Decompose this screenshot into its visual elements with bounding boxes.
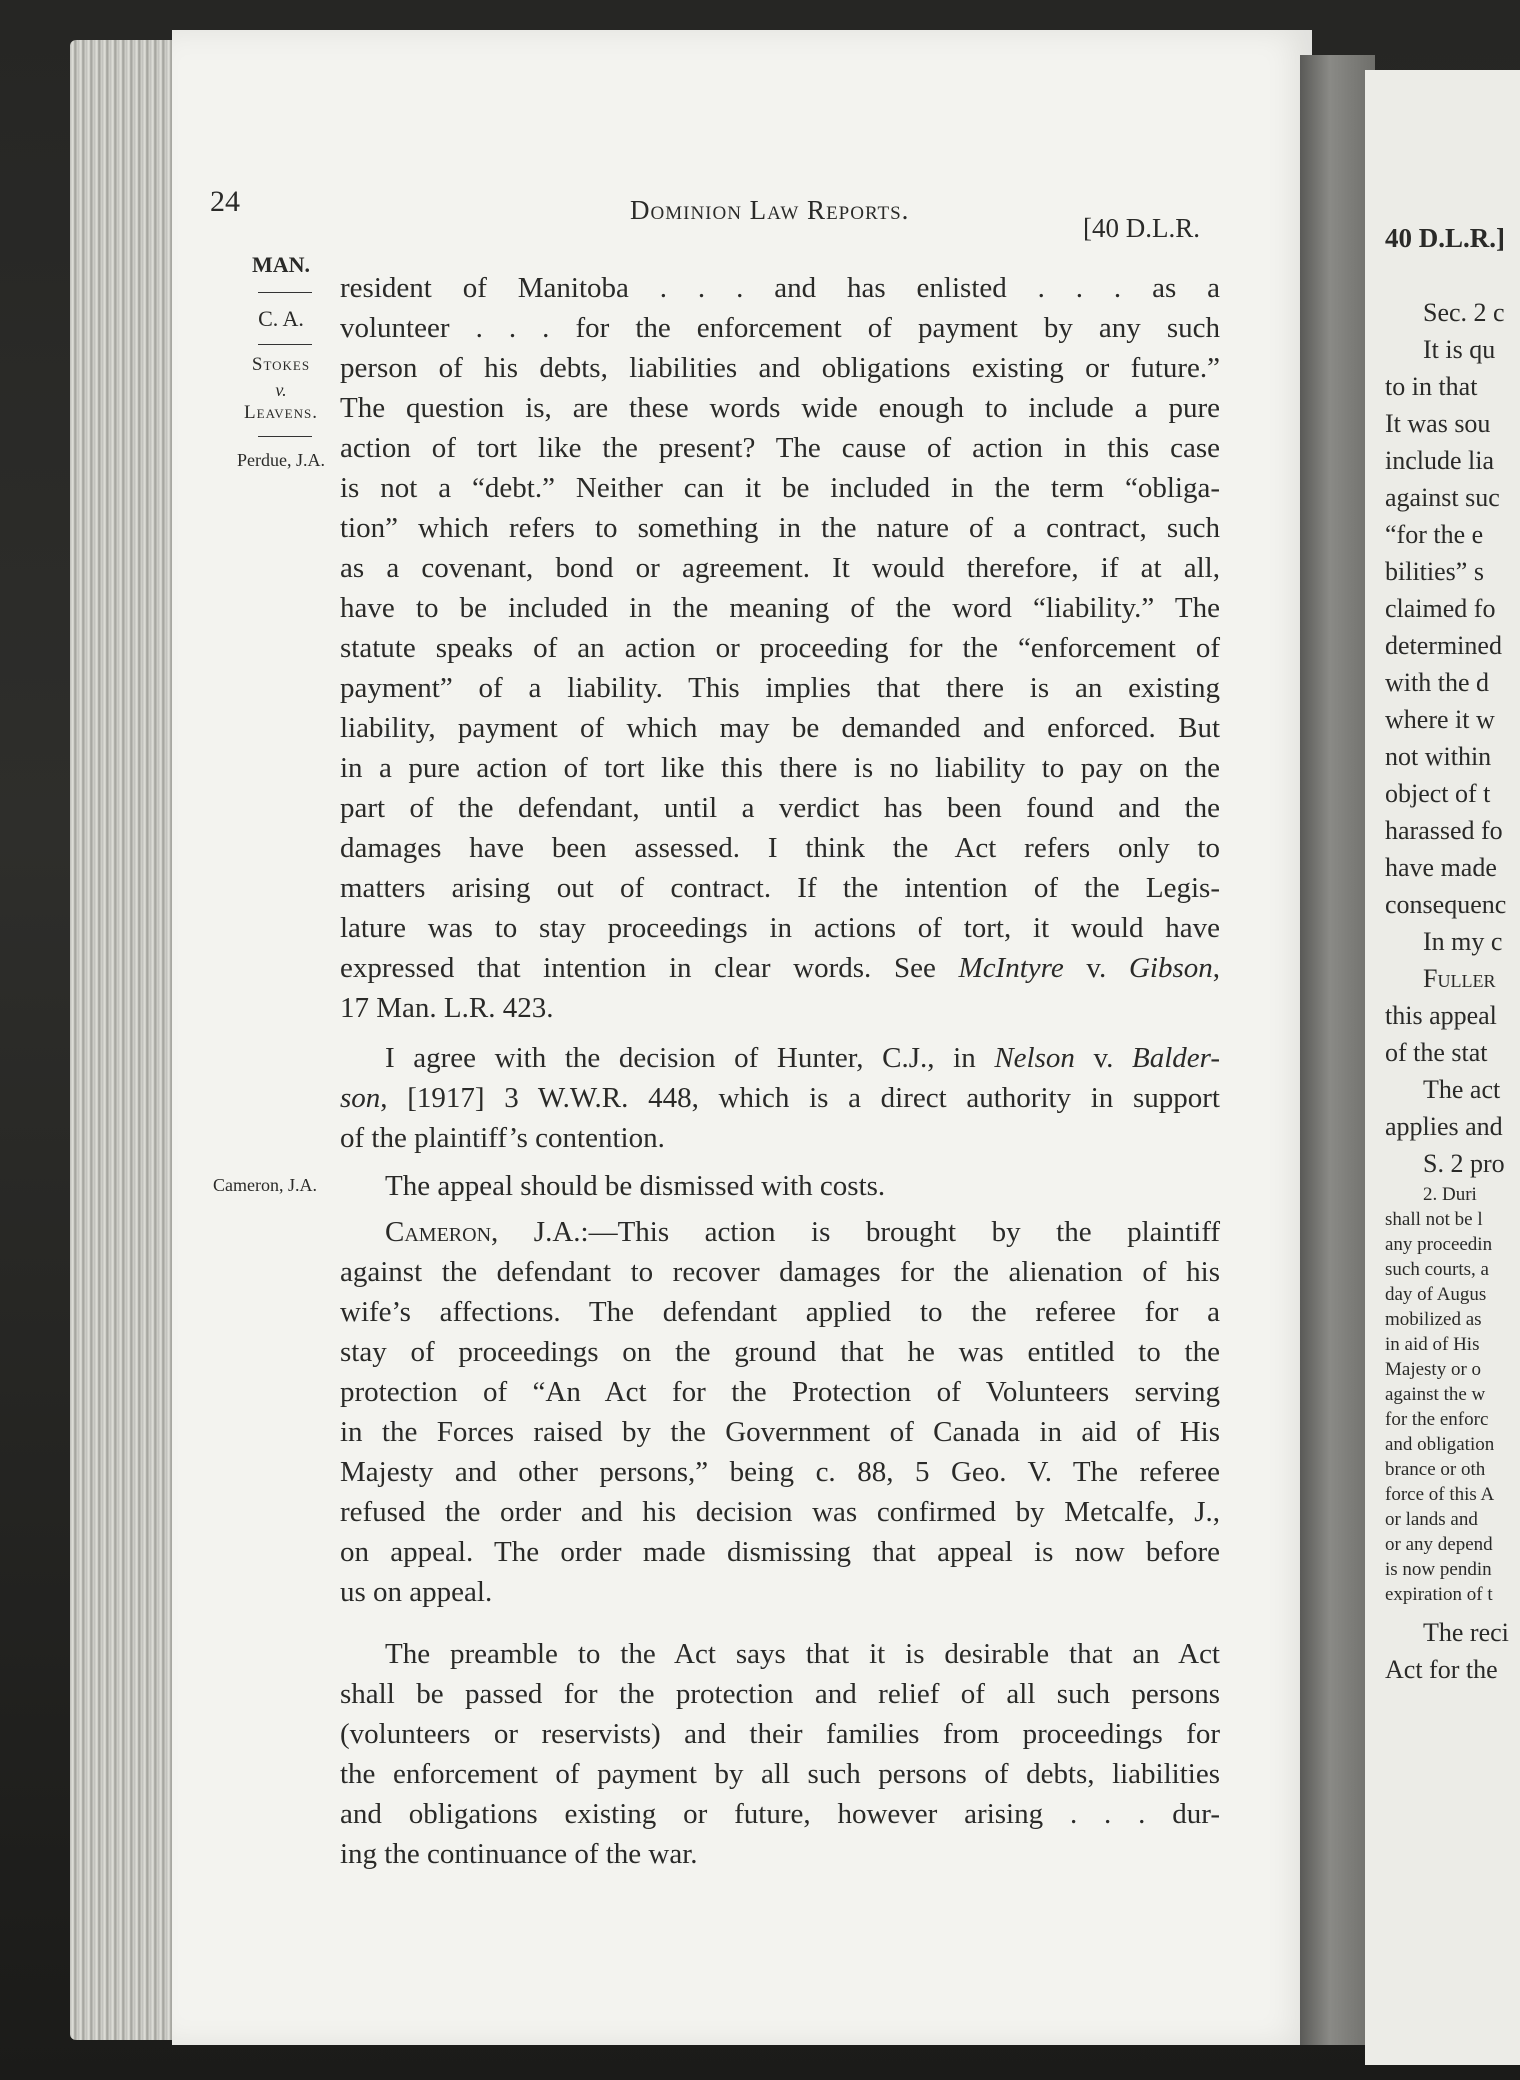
text-line: as a covenant, bond or agreement. It would therefore, if at all, [340,552,1220,584]
text-line: wife’s affections. The defendant applied to the referee for a [340,1296,1220,1328]
citation-party: Balder- [1131,1042,1220,1074]
case-defendant: Leavens. [244,402,318,423]
text-line: day of Augus [1385,1284,1487,1305]
text-line: (volunteers or reservists) and their families from proceedings for [340,1718,1220,1750]
text-line: against the w [1385,1384,1486,1405]
running-title: Dominion Law Reports. [630,195,910,225]
text-line: volunteer . . . for the enforcement of payment by any such [340,312,1220,344]
text-line: this appeal [1385,1001,1497,1030]
judge-margin-note: Perdue, J.A. [237,450,325,470]
citation-party: son [340,1082,381,1114]
text-line: against the defendant to recover damages for the alienation of his [340,1256,1220,1288]
text-line: mobilized as [1385,1309,1482,1330]
text-line: It was sou [1385,409,1491,438]
text-line: or lands and [1385,1509,1478,1530]
right-page-content [1365,70,1520,2065]
text-line: and obligations existing or future, however arising . . . dur- [340,1798,1220,1830]
citation-versus: v. [1074,1042,1132,1074]
text-segment: I agree with the decision of Hunter, C.J., in [385,1042,995,1074]
text-line: “for the e [1385,520,1484,549]
book-gutter [1300,55,1375,2045]
text-line: Fuller [1423,964,1496,993]
text-line: It is qu [1423,335,1496,364]
text-line: refused the order and his decision was confirmed by Metcalfe, J., [340,1496,1220,1528]
judge-name: Cameron [385,1216,492,1248]
text-line: In my c [1423,927,1503,956]
text-line: determined [1385,631,1502,660]
text-line: harassed fo [1385,816,1503,845]
text-segment: , J.A.:—This action is brought by the plaintiff [491,1216,1220,1248]
text-line: in a pure action of tort like this there is no liability to pay on the [340,752,1220,784]
text-line: on appeal. The order made dismissing that appeal is now before [340,1536,1220,1568]
text-line: consequenc [1385,890,1507,919]
judge-margin-note: Cameron, J.A. [213,1175,317,1195]
text-line: S. 2 pro [1423,1149,1505,1178]
text-segment: , [1917] 3 W.W.R. 448, which is a direct authority in support [380,1082,1220,1114]
court-label: MAN. [251,252,311,277]
text-line: lature was to stay proceedings in actions of tort, it would have [340,912,1220,944]
text-line: brance or oth [1385,1459,1486,1480]
text-line: is not a “debt.” Neither can it be included in the term “obliga- [340,472,1220,504]
page-number: 24 [210,185,240,218]
text-line: include lia [1385,446,1495,475]
margin-rule [258,292,312,293]
text-line: ing the continuance of the war. [340,1838,698,1870]
text-line [340,1040,1220,1076]
text-line: 2. Duri [1423,1184,1477,1205]
text-line: stay of proceedings on the ground that he was entitled to the [340,1336,1220,1368]
text-line: against suc [1385,483,1500,512]
text-line: payment” of a liability. This implies that there is an existing [340,672,1220,704]
citation-party: Nelson [994,1042,1075,1074]
text-line: The preamble to the Act says that it is desirable that an Act [385,1638,1220,1670]
text-line: not within [1385,742,1492,771]
volume-reference: [40 D.L.R. [1083,213,1200,243]
text-line: Majesty or o [1385,1359,1482,1380]
text-line: Sec. 2 c [1423,298,1505,327]
citation-versus: v. [1063,952,1129,984]
text-line: expressed that intention in clear words. See McIntyre v. Gibson, [340,952,1220,984]
text-line: protection of “An Act for the Protection of Volunteers serving [340,1376,1220,1408]
text-line: have to be included in the meaning of the word “liability.” The [340,592,1220,624]
text-line: in the Forces raised by the Government of Canada in aid of His [340,1416,1220,1448]
text-line: damages have been assessed. I think the Act refers only to [340,832,1220,864]
text-line: action of tort like the present? The cause of action in this case [340,432,1220,464]
text-line: with the d [1385,668,1489,697]
text-line: The question is, are these words wide enough to include a pure [340,392,1220,424]
text-line: statute speaks of an action or proceeding for the “enforcement of [340,632,1220,664]
text-line: expiration of t [1385,1584,1493,1605]
text-line: part of the defendant, until a verdict has been found and the [340,792,1220,824]
text-line: in aid of His [1385,1334,1480,1355]
text-line: tion” which refers to something in the nature of a contract, such [340,512,1220,544]
text-line: The reci [1423,1618,1509,1647]
text-line [340,1080,1220,1116]
text-line: to in that [1385,372,1478,401]
text-line: shall not be l [1385,1209,1483,1230]
text-line: of the plaintiff’s contention. [340,1122,665,1154]
citation-party: Gibson [1128,952,1213,984]
text-line: The appeal should be dismissed with costs. [385,1170,886,1202]
volume-reference: 40 D.L.R.] [1385,223,1505,253]
text-line: is now pendin [1385,1559,1492,1580]
text-line: such courts, a [1385,1259,1489,1280]
citation-party: McIntyre [958,952,1064,984]
page-edges [70,40,180,2040]
text-line: applies and [1385,1112,1503,1141]
text-line [340,1214,1220,1250]
text-line: Act for the [1385,1655,1498,1684]
court-abbreviation: C. A. [258,306,304,331]
text-line: person of his debts, liabilities and obligations existing or future.” [340,352,1220,384]
text-line: Majesty and other persons,” being c. 88, 5 Geo. V. The referee [340,1456,1220,1488]
case-versus: v. [275,380,287,400]
text-line: have made [1385,853,1497,882]
text-line: where it w [1385,705,1495,734]
text-line: resident of Manitoba . . . and has enlisted . . . as a [340,272,1220,304]
text-line: object of t [1385,779,1491,808]
text-line: for the enforc [1385,1409,1489,1430]
text-line: and obligation [1385,1434,1495,1455]
margin-rule [258,436,312,437]
text-line: any proceedin [1385,1234,1493,1255]
text-line: bilities” s [1385,557,1484,586]
text-line: matters arising out of contract. If the intention of the Legis- [340,872,1220,904]
text-line: The act [1423,1075,1501,1104]
text-line: us on appeal. [340,1576,493,1608]
text-line: claimed fo [1385,594,1496,623]
text-line: liability, payment of which may be demanded and enforced. But [340,712,1220,744]
case-plaintiff: Stokes [251,354,311,375]
text-line: of the stat [1385,1038,1488,1067]
text-line: or any depend [1385,1534,1493,1555]
text-segment: expressed that intention in clear words. See [340,952,936,984]
margin-rule [258,344,312,345]
text-line: force of this A [1385,1484,1495,1505]
text-line: 17 Man. L.R. 423. [340,992,554,1024]
text-line: the enforcement of payment by all such persons of debts, liabilities [340,1758,1220,1790]
text-line: shall be passed for the protection and relief of all such persons [340,1678,1220,1710]
